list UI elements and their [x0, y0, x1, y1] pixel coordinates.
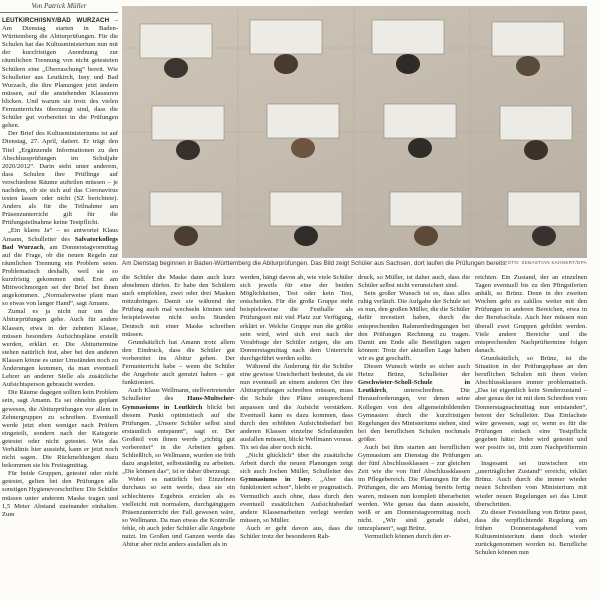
paragraph: Auch bei ihm starten am beruflichen Gymnasium am Dienstag die Prüfungen der fünf Abschlussklassen – zur gleichen Zeit wie die von fünf Abschlussklassen im Pflegebereich. Die Planungen für die Prüfungen, die am Montag bereits fertig waren, müssen nun komplett überarbeitet werden. Wie genau das dann aussieht, weiß er am Donnerstagvormittag noch nicht. „Wir sind gerade dabei, umzuplanen“, sagt Brünz.: [358, 443, 470, 532]
paragraph: reichten. Ein Zustand, der an einzelnen Tagen eventuell bis zu den Pfingstferien anhält, so Brünz. Denn in der zweiten Wochen geht es zahllos weiter mit den Prüfungen in anderen Bereichen, etwa in der Berufsschule. Auch hier müssen nun überall zwei Gruppen gebildet werden. Viele andere Bereiche und die entsprechenden Nachprüftermine folgen danach.: [475, 274, 587, 354]
article-column-5: [475, 274, 587, 600]
article-column-1: [2, 17, 118, 600]
photo-credit: FOTO: SEBASTIAN KAHNERT/DPA: [504, 260, 587, 265]
photo-caption: [122, 259, 587, 271]
paragraph: druck, so Müller, ist daher auch, dass die Schüler selbst nicht verunsichert sind.: [358, 274, 470, 290]
paragraph: Vermutlich können durch den er-: [364, 533, 452, 540]
paragraph: Auch Klaus Wellmann, stellvertretender Schulleiter des Hans-Multscher-Gymnasiums in Leutkirch blickt bei diesem Punkt optimistisch auf die Prüfungen. „Unsere Schüler selbst sind erstaunlich entspannt“, sagt er. Der Großteil von ihnen werde „richtig gut vorbereitet“ in die Arbeiten gehen. Schließlich, so Wellmann, wurden sie früh dazu angeleitet, selbstständig zu arbeiten. „Die können das“, ist er daher überzeugt.: [122, 387, 235, 476]
paragraph: Zumal es ja nicht nur um die Abiturprüfungen gehe. Auch für andere Klassen, etwa in der zehnten Klasse, müssen besonders Aufsichtspläne erstellt werden, erklärt er. Die Abiturtermine stehen natürlich fest, aber bei den anderen Klassen könne es unter Umständen noch zu Änderungen kommen, da man eventuell Lehrer an anderer Stelle als zusätzliche Aufsichtsperson gebraucht werden.: [2, 308, 118, 389]
dateline: LEUTKIRCH/ISNY/BAD WURZACH: [2, 17, 110, 24]
school-name: Hans-Multscher-Gymnasiums in Leutkirch: [122, 395, 235, 411]
school-name: Gymnasiums in Isny: [240, 476, 311, 484]
article-column-2: [122, 274, 235, 600]
paragraph: Grundsätzlich, so Brünz, ist die Situation in der Prüfungsphase an den beruflichen Schulen mit ihren vielen Abschlussklassen immer problematisch. „Das ist eigentlich kein Sonderzustand – aber genau der ist mit dem Schreiben vom Donnerstagnachmittag nun entstanden“, betont der Schulleiter. Das Einfachste wäre gewesen, sagt er, wenn es für die Prüfungen einfach eine Testpflicht gegeben hätte: Jeder wird getestet und wer positiv ist, tritt zum Nachprüftermin an.: [475, 354, 587, 460]
paragraph: Sein großer Wunsch ist es, dass alles ruhig verläuft. Die Aufgabe der Schule sei es nun, den großen Müller, die die Schüler dafür investiert haben, durch die entsprechenden Rahmenbedingungen bei den Prüfungen Rechnung zu tragen. Damit am Ende alle Beteiligten sagen können: Trotz der aktuellen Lage haben wir es gut geschafft.: [358, 290, 470, 362]
article-column-3: [240, 274, 353, 600]
paragraph: Auch er geht davon aus, dass die Schüler trotz der besonderen Rah-: [240, 524, 353, 540]
paragraph: Diesen Wunsch würde so sicher auch Heinz Brünz, Schulleiter der Geschwister-Scholl-Schule in Leutkirch, unterschreiben. Die Herausforderungen, vor denen seine Kollegen von den allgemeinbildenden Gymnasien durch die kurzfristigen Regelungen des Ministeriums stehen, sind bei den beruflichen Schulen nochmals größer.: [358, 363, 470, 443]
paragraph: Während die Änderung für die Schüler eine gewisse Unsicherheit bedeutet, da sie nun eventuell an einem anderen Ort ihre Abiturprüfungen schreiben müssen, muss die Schule ihre Pläne entsprechend anpassen und die Aufsicht verstärken. Eventuell kann es dazu kommen, dass durch den erhöhten Aufsichtsbedarf bei anderen Klassen einzelne Schulstunden ausfallen müssen, blickt Wellmann voraus. Tix sei das aber noch nicht.: [240, 363, 353, 451]
paragraph: Wobei es natürlich bei Einzelnen durchaus so sein werde, dass sie ein schlechteres Ergebnis erzielen als es vielleicht mit normalem, durchgängigem Präsenzunterricht der Fall gewesen wäre, so Wellmann. Da man etwas die Kontrolle fehle, ob auch jeder Schüler alle Angebote nutzt. Im Großen und Ganzen werde das Abitur aber nicht anders ausfallen als in: [122, 476, 235, 549]
paragraph: Grundsätzlich hat Amann trotz allem den Eindruck, dass die Schüler gut vorbereitet ins Abitur gehen. Der Fernunterricht habe – wenn die Schüler die Angebote auch genutzt haben – gut funktioniert.: [122, 338, 235, 387]
paragraph: Zu dieser Feststellung von Brünz passt, dass die verpflichtende Regelung am frühen Donnerstagabend vom Kultusministerium dann doch wieder zurückgenommen worden ist. Berufliche Schulen können nun: [475, 508, 587, 557]
lead-paragraph: LEUTKIRCH/ISNY/BAD WURZACH – Am Dienstag starten in Baden-Württemberg die Abiturprüfungen. Für die Schulen hat das Kultusministerium nun mit der kurzfristigen Anordnung zur räumlichen Trennung von nicht getesteten Schülern eine „Überraschung“ bereit. Wie Schulleiter aus Leutkirch, Isny und Bad Wurzach, die ihre Planungen jetzt ändern müssen, auf die anstehenden Klausuren blicken. Und warum sie trotz des vielen Fernunterrichts überzeugt sind, dass die Schüler gut vorbereitet in die Prüfungen gehen.: [2, 17, 118, 130]
paragraph: Der Brief des Kultusministeriums ist auf Dienstag, 27. April, datiert. Er trägt den Titel „Ergänzende Informationen zu den Abschlussprüfungen im Schuljahr 2020/2012“. Darin steht unter anderem, dass Schulen ihre Prüflinge auf verschiedene Räume aufteilen müssen – je nachdem, ob sie sich auf das Coronavirus testen lassen oder nicht (SZ berichtete). Anders als für die Teilnahme am Präsenzunterricht gilt für die Prüfungsteilnahme keine Testpflicht.: [2, 130, 118, 227]
paragraph: Die Räume dagegen sollten kein Problem sein, sagt Amann. Es sei ohnehin geplant gewesen, die Abiturprüfungen vor allem in Zehnergruppen zu schreiben. Eventuell werde jetzt eben weniger nach Prüfern eingeteilt, sondern nach der Kategorie getestet oder nicht getestet. Wie das Verhältnis hier aussieht, kann er jetzt noch nicht sagen. Die Rückmeldungen dazu bekommen sie bis Freitagmittag.: [2, 389, 118, 470]
paragraph: „Ein klares Ja“ – so antwortet Klaus Amann, Schulleiter des Salvatorkollegs Bad Wurzach, am Donnerstagvormittag auf die Frage, ob die neuen Regeln zur räumlichen Trennung ein Problem seien. Problematisch deshalb, weil sie so kurzfristig gekommen sind. Erst am Mittwochmorgen sei der Brief bei ihnen angekommen. „Normalerweise plant man so etwas von langer Hand“, sagt Amann.: [2, 227, 118, 308]
school-name: Geschwister-Scholl-Schule in Leutkirch: [358, 379, 470, 395]
caption-text: Am Dienstag beginnen in Baden-Württemberg die Abiturprüfungen. Das Bild zeigt Schüler aus Sachsen, dort laufen die Prüfungen bereits.: [122, 260, 508, 267]
article-column-4: [358, 274, 470, 600]
exam-hall-illustration: [122, 6, 587, 258]
school-name: Salvatorkollegs Bad Wurzach: [2, 235, 118, 251]
paragraph: Für beide Gruppen, getestet oder nicht getestet, gelten bei den Prüfungen alle sonstigen Hygienevorschriften: Die Schüler müssen unter anderem Maske tragen und 1,5 Meter Abstand zueinander einhalten. Zum: [2, 470, 118, 518]
paragraph: „Nicht glücklich“ über die zusätzliche Arbeit durch die neuen Planungen zeigt sich auch Jochen Müller, Schulleiter des Gymnasiums in Isny. „Aber das funktioniert schon“, bleibt er pragmatisch. Vermutlich auch ohne, dass durch den eventuell zusätzlichen Aufsichtsbedarf andere Klassenarbeiten verlegt werden müssen, so Müller.: [240, 452, 353, 524]
byline: Von Patrick Müller: [0, 0, 118, 13]
paragraph: werden, hängt davon ab, wie viele Schüler sich jeweils für eine der beiden Möglichkeiten, Test oder kein Test, entscheiden. Für die große Gruppe steht beispielsweise die Festhalle als Prüfungsort mit viel Platz zur Verfügung, erklärt er. Welche Gruppe nun die größte sein wird, wird sich erst nach der Vorabfrage der Schüler zeigen, die am Donnerstagmittag nach dem Unterricht durchgeführt werden sollte.: [240, 274, 353, 362]
paragraph: Insgesamt sei inzwischen ein „unerträglicher Zustand“ erreicht, erklärt Brünz. Auch durch die immer wieder neuen Schreiben vom Ministerium mit wieder neuen Regelungen sei das Limit überschritten.: [475, 460, 587, 508]
paragraph: die Schüler die Maske dann auch kurz abnehmen dürfen. Er habe den Schülern auch empfohlen, zwei oder drei Masken mitzubringen. Damit sie während der Prüfung auch mal wechseln können und beispielsweise nicht sechs Stunden Deutsch mit einer Maske schreiben müssen.: [122, 274, 235, 338]
exam-hall-photo: [122, 6, 587, 258]
